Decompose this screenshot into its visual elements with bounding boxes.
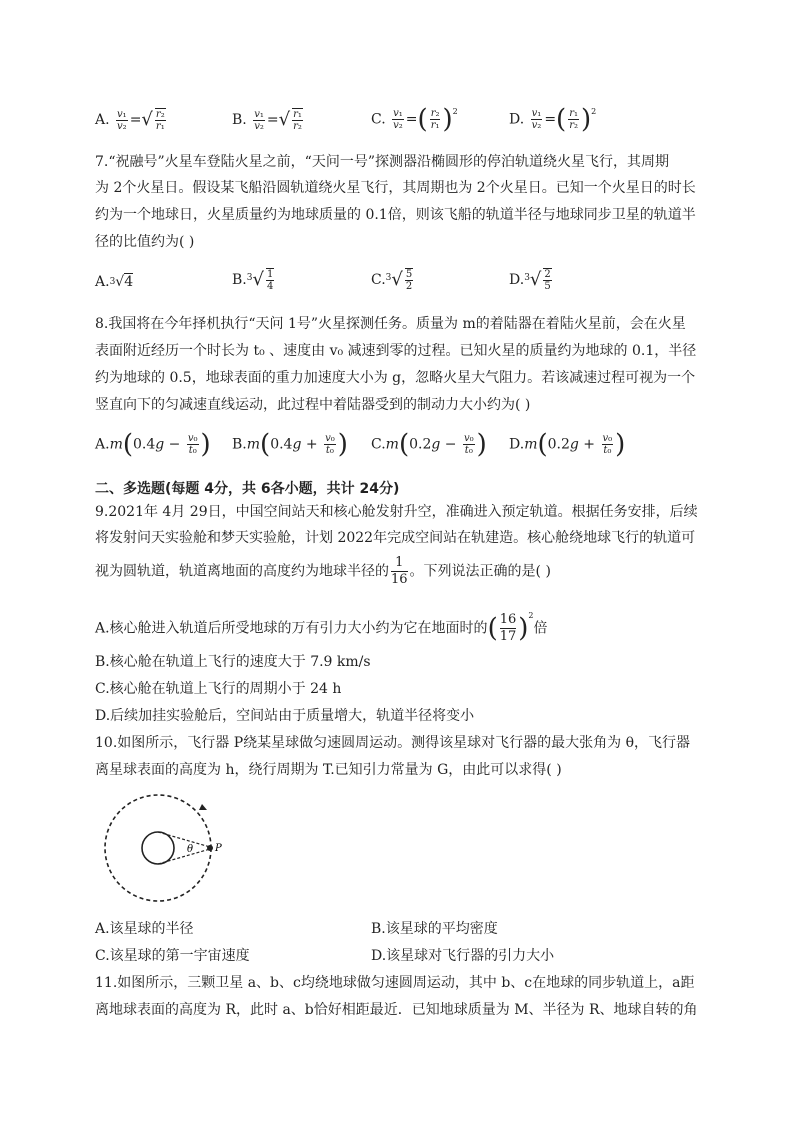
- q9-line-3: 视为圆轨道，轨道离地面的高度约为地球半径的 $\frac{1}{16}$ 。下列说法正确的是( ): [95, 555, 551, 587]
- theta-label: θ: [187, 844, 194, 855]
- q6-option-b: B. $\frac{\text{v₁}}{\text{v₂}}$ =√ $\frac{\text{r₁}}{\text{r₂}}$: [232, 108, 302, 132]
- q10-option-c: C.该星球的第一宇宙速度: [95, 948, 250, 964]
- q7-option-c: C.$^3$√ $\frac{5}{2}$: [371, 269, 413, 292]
- q7-line-3: 约为一个地球日，火星质量约为地球质量的 0.1倍，则该飞船的轨道半径与地球同步卫星的轨道半: [95, 207, 696, 223]
- q8-line-2: 表面附近经历一个时长为 t₀ 、速度由 v₀ 减速到零的过程。已知火星的质量约为地球的 0.1，半径: [95, 343, 697, 359]
- q6-option-d: D. $\frac{\text{v₁}}{\text{v₂}}$ =( $\frac{\text{r₁}}{\text{r₂}}$ )$^2$: [509, 104, 597, 135]
- q11-line-1: 11.如图所示，三颗卫星 a、b、c均绕地球做匀速圆周运动，其中 b、c在地球的同步轨道上，a距: [95, 975, 695, 991]
- q9-option-a: A.核心舱进入轨道后所受地球的万有引力大小约为它在地面时的( $\frac{16}{17}$ )$^2$倍: [95, 611, 548, 644]
- q9-option-d: D.后续加挂实验舱后，空间站由于质量增大，轨道半径将变小: [95, 708, 475, 724]
- q9-option-c: C.核心舱在轨道上飞行的周期小于 24 h: [95, 681, 342, 697]
- q10-option-b: B.该星球的平均密度: [371, 921, 498, 937]
- q6-option-a: A. $\frac{\text{v₁}}{\text{v₂}}$ =√ $\frac{\text{r₂}}{\text{r₁}}$: [95, 108, 165, 132]
- q7-line-4: 径的比值约为( ): [95, 234, 195, 250]
- q7-line-2: 为 2个火星日。假设某飞船沿圆轨道绕火星飞行，其周期也为 2个火星日。已知一个火星日的时长: [95, 180, 696, 196]
- q8-line-3: 约为地球的 0.5，地球表面的重力加速度大小为 g，忽略火星大气阻力。若该减速过程可视为一个: [95, 370, 696, 386]
- craft-p-dot: [207, 845, 213, 851]
- q8-option-c: C.m(0.2g − $\frac{\text{v₀}}{\text{t₀}}$ ): [371, 429, 487, 460]
- q10-line-1: 10.如图所示，飞行器 P绕某星球做匀速圆周运动。测得该星球对飞行器的最大张角为 θ，飞行器: [95, 735, 691, 751]
- q7-option-a: A.$^3$√4: [95, 274, 134, 290]
- section-title: 二、多选题(每题 4分，共 6各小题，共计 24分): [95, 481, 400, 497]
- q9-line-2: 将发射问天实验舱和梦天实验舱，计划 2022年完成空间站在轨建造。核心舱绕地球飞行的轨道可: [95, 530, 696, 546]
- q8-option-b: B.m(0.4g + $\frac{\text{v₀}}{\text{t₀}}$ ): [232, 429, 348, 460]
- q11-line-2: 离地球表面的高度为 R，此时 a、b恰好相距最近．已知地球质量为 M、半径为 R、地球自转的角: [95, 1002, 698, 1018]
- q8-option-a: A.m(0.4g − $\frac{\text{v₀}}{\text{t₀}}$ ): [95, 429, 211, 460]
- q10-line-2: 离星球表面的高度为 h，绕行周期为 T.已知引力常量为 G，由此可以求得( ): [95, 762, 562, 778]
- q9-line-1: 9.2021年 4月 29日，中国空间站天和核心舱发射升空，准确进入预定轨道。根据任务安排，后续: [95, 504, 698, 520]
- q10-option-d: D.该星球对飞行器的引力大小: [371, 948, 555, 964]
- q8-line-1: 8.我国将在今年择机执行“天问 1号”火星探测任务。质量为 m的着陆器在着陆火星前，会在火星: [95, 316, 686, 332]
- q7-line-1: 7.“祝融号”火星车登陆火星之前，“天问一号”探测器沿椭圆形的停泊轨道绕火星飞行，其周期: [95, 154, 669, 170]
- q8-line-4: 竖直向下的匀减速直线运动，此过程中着陆器受到的制动力大小约为( ): [95, 397, 531, 413]
- q7-option-b: B.$^3$√ $\frac{1}{4}$: [232, 269, 274, 292]
- q6-option-c: C. $\frac{\text{v₁}}{\text{v₂}}$ =( $\frac{\text{r₂}}{\text{r₁}}$ )$^2$: [371, 104, 458, 135]
- orbit-diagram: [98, 790, 248, 910]
- q9-option-b: B.核心舱在轨道上飞行的速度大于 7.9 km/s: [95, 654, 371, 670]
- direction-arrow-icon: [199, 804, 207, 810]
- q10-option-a: A.该星球的半径: [95, 921, 194, 937]
- p-label: P: [215, 843, 222, 854]
- q8-option-d: D.m(0.2g + $\frac{\text{v₀}}{\text{t₀}}$ ): [509, 429, 626, 460]
- q7-option-d: D.$^3$√ $\frac{2}{5}$: [509, 269, 551, 292]
- planet-circle: [142, 832, 174, 864]
- orbit-circle: [105, 795, 211, 901]
